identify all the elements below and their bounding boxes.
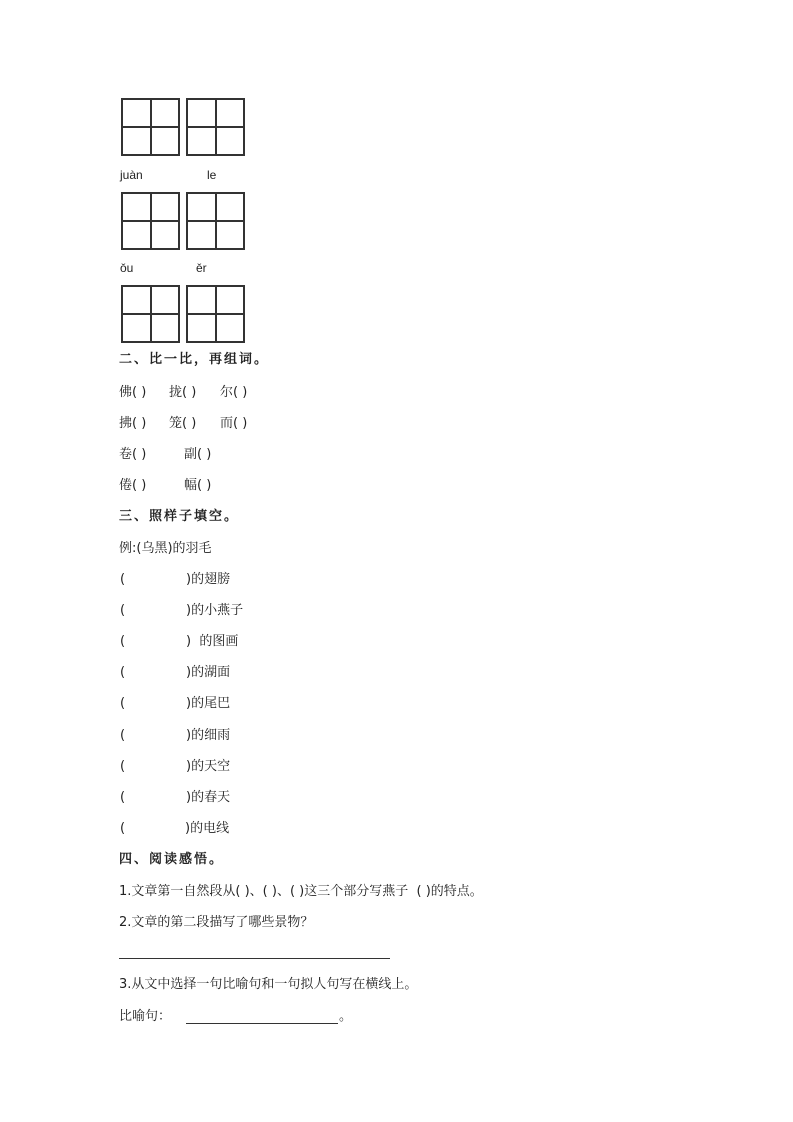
simile-label: 比喻句：	[119, 1009, 172, 1024]
answer-line[interactable]	[119, 958, 390, 959]
writing-grid-cell	[186, 192, 245, 250]
pinyin-label: ǒu	[120, 261, 134, 275]
writing-grid-cell	[186, 285, 245, 343]
word-pair-item: 卷( )	[119, 447, 147, 462]
fill-blank-text: )的小燕子	[186, 603, 244, 618]
fill-blank-open: (	[120, 603, 126, 618]
fill-blank-open: (	[120, 759, 126, 774]
word-pair-item: 佛( )	[119, 385, 147, 400]
writing-grid-cell	[121, 192, 180, 250]
fill-blank-text: )的湖面	[186, 665, 231, 680]
fill-blank-open: (	[120, 728, 126, 743]
word-pair-item: 拂( )	[119, 416, 147, 431]
question-2: 2.文章的第二段描写了哪些景物？	[119, 915, 314, 930]
fill-blank-text: )的春天	[186, 790, 231, 805]
word-pair-item: 笼( )	[169, 416, 197, 431]
fill-blank-open: (	[120, 665, 126, 680]
fill-blank-text: ) 的图画	[186, 634, 239, 649]
answer-line[interactable]	[186, 1023, 338, 1024]
fill-blank-open: (	[120, 790, 126, 805]
word-pair-item: 尔( )	[220, 385, 248, 400]
fill-blank-text: )的尾巴	[186, 696, 231, 711]
pinyin-label: juàn	[120, 168, 143, 182]
writing-grid-cell	[186, 98, 245, 156]
sentence-end-mark: 。	[339, 1009, 353, 1024]
word-pair-item: 副( )	[184, 447, 212, 462]
fill-blank-text: )的翅膀	[186, 572, 231, 587]
fill-blank-open: (	[120, 572, 126, 587]
section-heading: 三、照样子填空。	[119, 509, 240, 524]
fill-blank-text: )的天空	[186, 759, 231, 774]
question-3: 3.从文中选择一句比喻句和一句拟人句写在横线上。	[119, 977, 418, 992]
example-line: 例:(乌黑)的羽毛	[119, 541, 212, 556]
fill-blank-open: (	[120, 634, 126, 649]
pinyin-label: ěr	[196, 261, 207, 275]
fill-blank-open: (	[120, 696, 126, 711]
word-pair-item: 幅( )	[184, 478, 212, 493]
fill-blank-text: )的电线	[185, 821, 230, 836]
question-1: 1.文章第一自然段从( )、( )、( )这三个部分写燕子 ( )的特点。	[119, 884, 483, 899]
fill-blank-open: (	[120, 821, 126, 836]
writing-grid-cell	[121, 98, 180, 156]
word-pair-item: 而( )	[220, 416, 248, 431]
word-pair-item: 拢( )	[169, 385, 197, 400]
fill-blank-text: )的细雨	[186, 728, 231, 743]
pinyin-label: le	[207, 168, 217, 182]
writing-grid-cell	[121, 285, 180, 343]
section-heading: 四、阅读感悟。	[119, 852, 225, 867]
section-heading: 二、比一比，再组词。	[119, 352, 270, 367]
word-pair-item: 倦( )	[119, 478, 147, 493]
